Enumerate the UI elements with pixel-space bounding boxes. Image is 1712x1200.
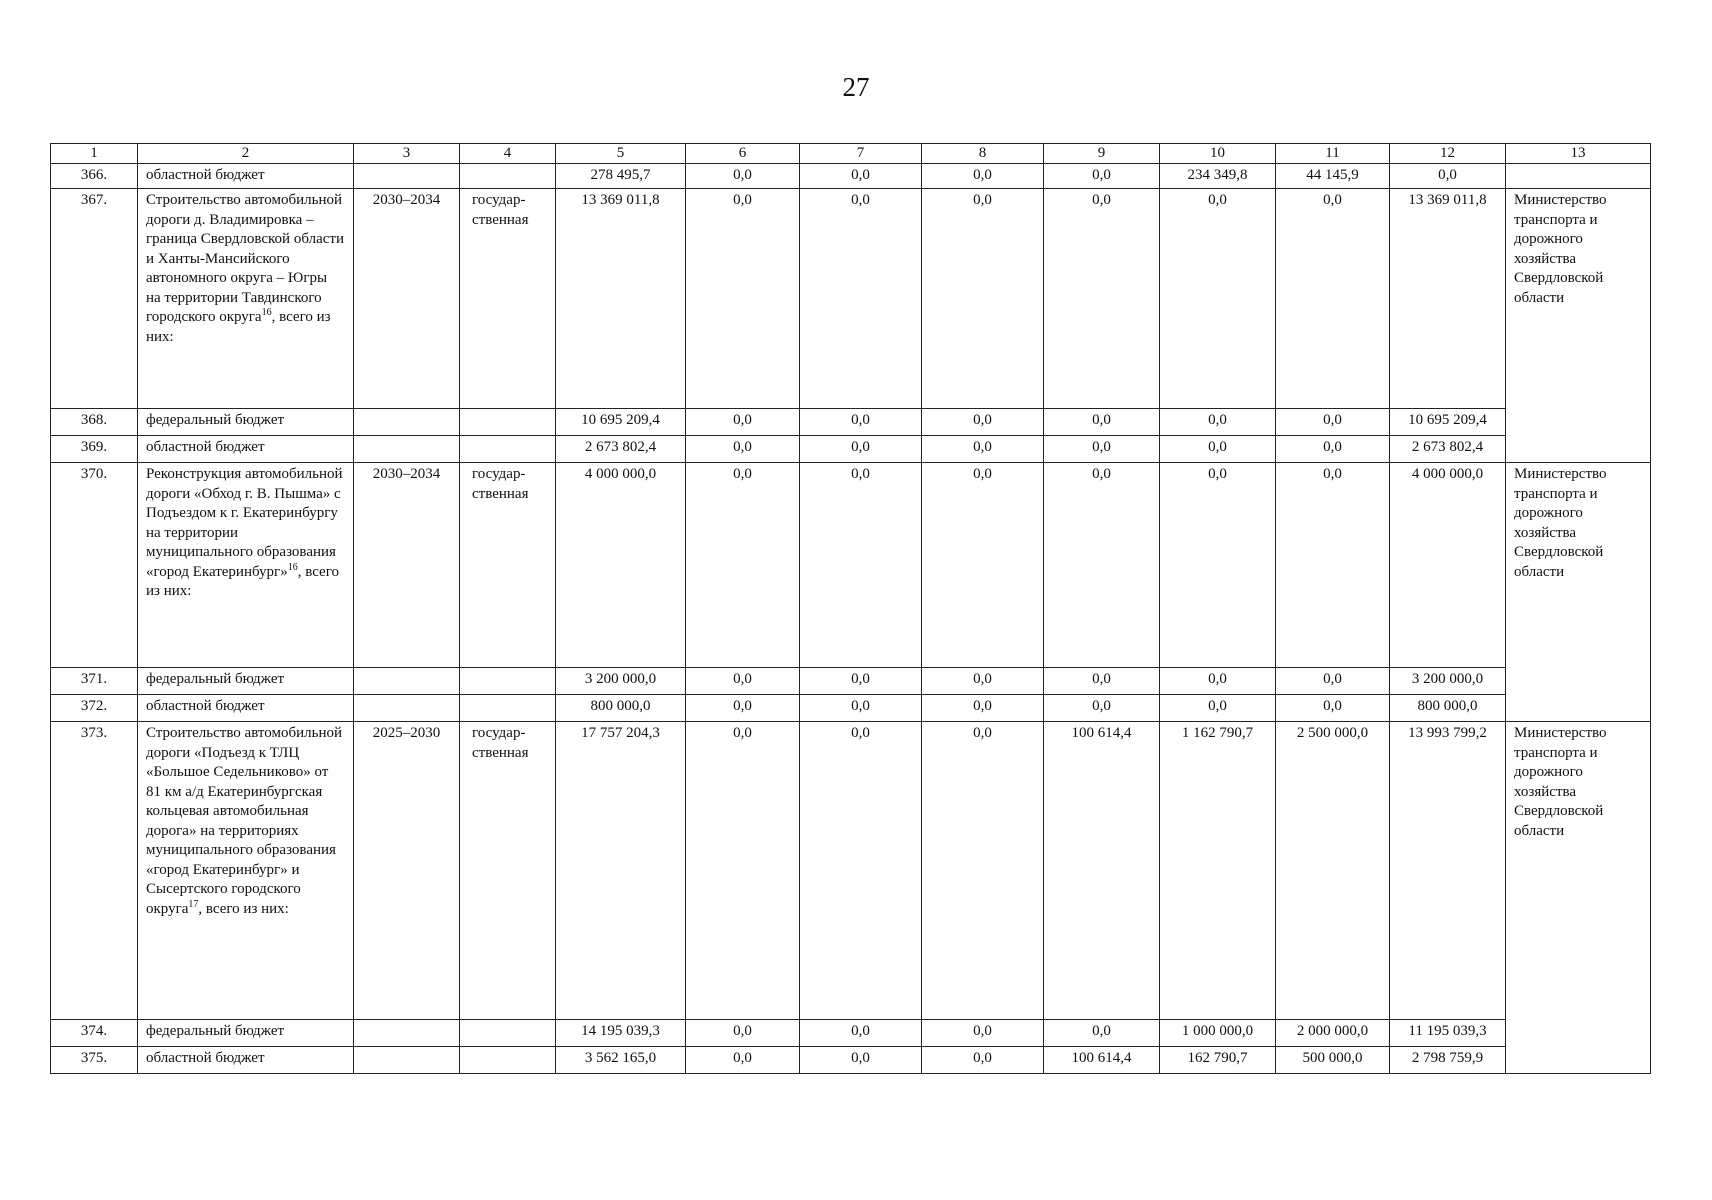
column-number-header-row: [51, 144, 1651, 164]
row-description: [138, 463, 354, 668]
amount-cell: 0,0: [1044, 164, 1160, 189]
amount-cell: 17 757 204,3: [556, 722, 686, 1020]
row-executor: [1506, 164, 1651, 189]
amount-cell: 278 495,7: [556, 164, 686, 189]
description-tail: , всего из них:: [146, 563, 339, 599]
amount-cell: 0,0: [686, 668, 800, 695]
description-text: Реконструкция автомобильной дороги «Обход г. В. Пышма» с Подъездом к г. Екатеринбургу на территории муниципального образования «город Екатеринбург»: [146, 466, 343, 580]
row-years: [354, 164, 460, 189]
row-number: 373.: [51, 722, 138, 1020]
amount-cell: 0,0: [800, 722, 922, 1020]
amount-cell: 0,0: [1160, 189, 1276, 409]
amount-cell: 0,0: [922, 436, 1044, 463]
amount-cell: 0,0: [922, 164, 1044, 189]
row-number: 368.: [51, 409, 138, 436]
table-row: [51, 722, 1651, 1020]
amount-cell: 0,0: [922, 1020, 1044, 1047]
column-header: 4: [460, 144, 556, 164]
amount-cell: 10 695 209,4: [556, 409, 686, 436]
description-text: федеральный бюджет: [146, 671, 285, 687]
amount-cell: 2 673 802,4: [1390, 436, 1506, 463]
row-description: [138, 1047, 354, 1074]
amount-cell: 0,0: [800, 1020, 922, 1047]
amount-cell: 0,0: [686, 695, 800, 722]
column-header: 8: [922, 144, 1044, 164]
description-tail: , всего из них:: [146, 309, 331, 345]
amount-cell: 4 000 000,0: [1390, 463, 1506, 668]
amount-cell: 0,0: [922, 409, 1044, 436]
amount-cell: 0,0: [1044, 189, 1160, 409]
amount-cell: 0,0: [686, 1047, 800, 1074]
column-header: 1: [51, 144, 138, 164]
description-text: федеральный бюджет: [146, 1023, 285, 1039]
row-description: [138, 189, 354, 409]
amount-cell: 0,0: [800, 189, 922, 409]
amount-cell: 0,0: [686, 436, 800, 463]
amount-cell: 0,0: [1044, 436, 1160, 463]
amount-cell: 0,0: [1044, 463, 1160, 668]
row-years: 2030–2034: [354, 463, 460, 668]
amount-cell: 0,0: [922, 722, 1044, 1020]
amount-cell: 0,0: [1276, 409, 1390, 436]
amount-cell: 44 145,9: [1276, 164, 1390, 189]
amount-cell: 0,0: [922, 668, 1044, 695]
amount-cell: 0,0: [800, 1047, 922, 1074]
amount-cell: 0,0: [800, 695, 922, 722]
amount-cell: 0,0: [1044, 695, 1160, 722]
column-header: 12: [1390, 144, 1506, 164]
description-text: областной бюджет: [146, 698, 265, 714]
amount-cell: 2 500 000,0: [1276, 722, 1390, 1020]
column-header: 5: [556, 144, 686, 164]
amount-cell: 0,0: [800, 463, 922, 668]
amount-cell: 0,0: [686, 1020, 800, 1047]
row-type: [460, 409, 556, 436]
row-executor: Министерство транспорта и дорожного хозяйства Свердловской области: [1506, 189, 1651, 463]
column-header: 7: [800, 144, 922, 164]
row-description: [138, 668, 354, 695]
amount-cell: 0,0: [1160, 695, 1276, 722]
row-number: 375.: [51, 1047, 138, 1074]
description-text: областной бюджет: [146, 1050, 265, 1066]
amount-cell: 3 200 000,0: [1390, 668, 1506, 695]
amount-cell: 0,0: [1044, 1020, 1160, 1047]
amount-cell: 0,0: [1160, 463, 1276, 668]
row-years: [354, 1047, 460, 1074]
column-header: 2: [138, 144, 354, 164]
amount-cell: 0,0: [1276, 695, 1390, 722]
amount-cell: 0,0: [1160, 668, 1276, 695]
row-executor: Министерство транспорта и дорожного хозяйства Свердловской области: [1506, 463, 1651, 722]
amount-cell: 3 200 000,0: [556, 668, 686, 695]
column-header: 3: [354, 144, 460, 164]
amount-cell: 0,0: [686, 463, 800, 668]
row-description: [138, 164, 354, 189]
row-number: 374.: [51, 1020, 138, 1047]
amount-cell: 0,0: [1276, 668, 1390, 695]
row-years: 2025–2030: [354, 722, 460, 1020]
amount-cell: 2 798 759,9: [1390, 1047, 1506, 1074]
amount-cell: 11 195 039,3: [1390, 1020, 1506, 1047]
amount-cell: 0,0: [686, 164, 800, 189]
table-row: [51, 1020, 1651, 1047]
amount-cell: 0,0: [922, 189, 1044, 409]
description-text: федеральный бюджет: [146, 412, 285, 428]
amount-cell: 0,0: [800, 164, 922, 189]
row-years: [354, 409, 460, 436]
amount-cell: 0,0: [922, 695, 1044, 722]
description-text: Строительство автомобильной дороги «Подъезд к ТЛЦ «Большое Седельниково» от 81 км а/д Екатеринбургская кольцевая автомобильная дорога» на территориях муниципального образования «город Екатеринбург» и Сысертского городского округа: [146, 725, 343, 917]
amount-cell: 0,0: [1276, 436, 1390, 463]
row-type: [460, 1047, 556, 1074]
footnote-marker: 16: [287, 561, 298, 573]
column-header: 9: [1044, 144, 1160, 164]
budget-table: [50, 143, 1651, 1074]
row-years: [354, 695, 460, 722]
amount-cell: 100 614,4: [1044, 722, 1160, 1020]
row-type: [460, 1020, 556, 1047]
row-years: [354, 668, 460, 695]
amount-cell: 0,0: [686, 189, 800, 409]
amount-cell: 3 562 165,0: [556, 1047, 686, 1074]
amount-cell: 14 195 039,3: [556, 1020, 686, 1047]
table-row: [51, 436, 1651, 463]
amount-cell: 800 000,0: [556, 695, 686, 722]
row-number: 372.: [51, 695, 138, 722]
row-years: [354, 436, 460, 463]
amount-cell: 0,0: [686, 722, 800, 1020]
description-tail: , всего из них:: [198, 900, 289, 917]
amount-cell: 0,0: [1390, 164, 1506, 189]
amount-cell: 13 369 011,8: [1390, 189, 1506, 409]
row-number: 370.: [51, 463, 138, 668]
amount-cell: 0,0: [1044, 409, 1160, 436]
description-text: областной бюджет: [146, 439, 265, 455]
amount-cell: 0,0: [800, 409, 922, 436]
amount-cell: 0,0: [1276, 463, 1390, 668]
row-type: государ- ственная: [460, 463, 556, 668]
footnote-marker: 17: [188, 898, 199, 910]
amount-cell: 0,0: [800, 668, 922, 695]
row-executor: Министерство транспорта и дорожного хозяйства Свердловской области: [1506, 722, 1651, 1074]
table-row: [51, 189, 1651, 409]
amount-cell: 13 993 799,2: [1390, 722, 1506, 1020]
row-type: [460, 436, 556, 463]
amount-cell: 162 790,7: [1160, 1047, 1276, 1074]
amount-cell: 1 162 790,7: [1160, 722, 1276, 1020]
description-text: областной бюджет: [146, 167, 265, 183]
row-number: 371.: [51, 668, 138, 695]
page-number: 27: [842, 72, 870, 102]
row-type: [460, 695, 556, 722]
amount-cell: 800 000,0: [1390, 695, 1506, 722]
amount-cell: 1 000 000,0: [1160, 1020, 1276, 1047]
row-type: [460, 668, 556, 695]
amount-cell: 4 000 000,0: [556, 463, 686, 668]
amount-cell: 100 614,4: [1044, 1047, 1160, 1074]
table-row: [51, 164, 1651, 189]
row-years: 2030–2034: [354, 189, 460, 409]
row-number: 367.: [51, 189, 138, 409]
column-header: 6: [686, 144, 800, 164]
amount-cell: 13 369 011,8: [556, 189, 686, 409]
table-row: [51, 409, 1651, 436]
row-description: [138, 436, 354, 463]
row-description: [138, 695, 354, 722]
amount-cell: 0,0: [686, 409, 800, 436]
column-header: 13: [1506, 144, 1651, 164]
amount-cell: 234 349,8: [1160, 164, 1276, 189]
table-row: [51, 1047, 1651, 1074]
row-years: [354, 1020, 460, 1047]
amount-cell: 0,0: [1160, 409, 1276, 436]
table-row: [51, 668, 1651, 695]
row-number: 369.: [51, 436, 138, 463]
row-description: [138, 1020, 354, 1047]
amount-cell: 2 673 802,4: [556, 436, 686, 463]
row-type: [460, 164, 556, 189]
row-type: государ- ственная: [460, 189, 556, 409]
amount-cell: 0,0: [922, 463, 1044, 668]
amount-cell: 0,0: [1160, 436, 1276, 463]
table-row: [51, 695, 1651, 722]
table-row: [51, 463, 1651, 668]
row-description: [138, 722, 354, 1020]
description-text: Строительство автомобильной дороги д. Владимировка – граница Свердловской области и Ханты-Мансийского автономного округа – Югры на территории Тавдинского городского округа: [146, 192, 344, 325]
amount-cell: 0,0: [1044, 668, 1160, 695]
amount-cell: 0,0: [800, 436, 922, 463]
row-number: 366.: [51, 164, 138, 189]
row-description: [138, 409, 354, 436]
amount-cell: 0,0: [1276, 189, 1390, 409]
row-type: государ- ственная: [460, 722, 556, 1020]
footnote-marker: 16: [261, 307, 272, 318]
amount-cell: 10 695 209,4: [1390, 409, 1506, 436]
amount-cell: 0,0: [922, 1047, 1044, 1074]
column-header: 10: [1160, 144, 1276, 164]
amount-cell: 2 000 000,0: [1276, 1020, 1390, 1047]
column-header: 11: [1276, 144, 1390, 164]
amount-cell: 500 000,0: [1276, 1047, 1390, 1074]
